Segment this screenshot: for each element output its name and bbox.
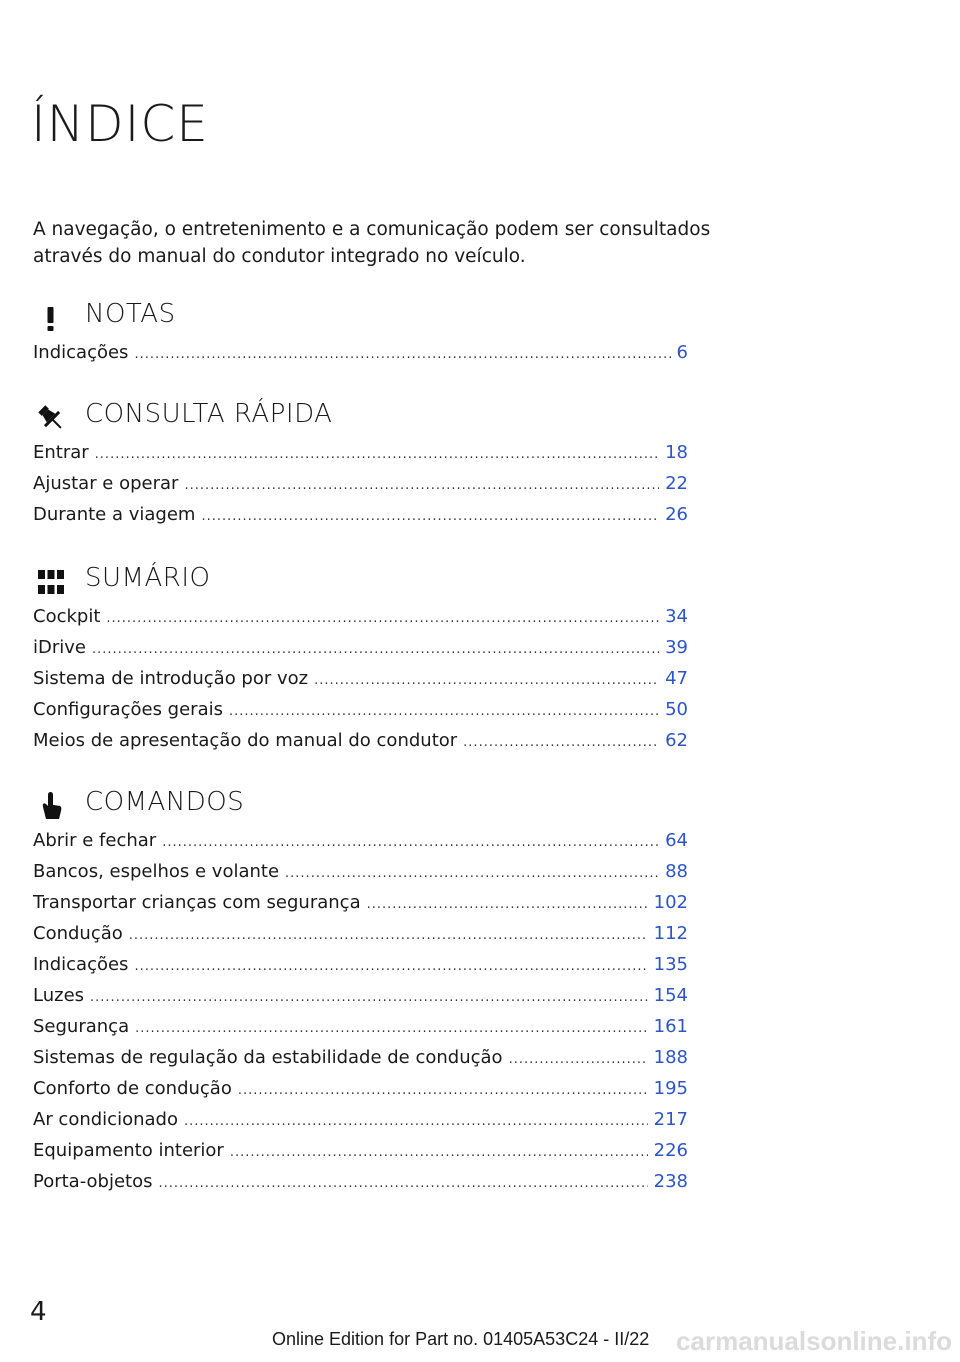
toc-entry[interactable] <box>33 442 688 473</box>
dot-leader <box>229 704 659 719</box>
toc-page-link[interactable]: 39 <box>665 637 688 658</box>
toc-label: Durante a viagem <box>33 504 196 525</box>
toc-page-link[interactable]: 62 <box>665 730 688 751</box>
section-header <box>33 396 688 442</box>
toc-label: Conforto de condução <box>33 1078 232 1099</box>
toc-label: Abrir e fechar <box>33 830 157 851</box>
pin-icon <box>33 400 69 436</box>
toc-page-link[interactable]: 238 <box>653 1171 688 1192</box>
section-comandos <box>33 784 688 1202</box>
section-sumario <box>33 560 688 761</box>
dot-leader <box>314 673 659 688</box>
toc-label: Meios de apresentação do manual do condutor <box>33 730 458 751</box>
toc-label: Sistemas de regulação da estabilidade de condução <box>33 1047 503 1068</box>
toc-label: Bancos, espelhos e volante <box>33 861 280 882</box>
toc-label: iDrive <box>33 637 86 658</box>
dot-leader <box>201 509 659 524</box>
toc-label: Configurações gerais <box>33 699 223 720</box>
toc-entry[interactable] <box>33 473 688 504</box>
toc-entry[interactable] <box>33 1016 688 1047</box>
dot-leader <box>92 642 659 657</box>
intro-text: A navegação, o entretenimento e a comunicação podem ser consultados através do manual do condutor integrado no veículo. <box>33 219 711 267</box>
toc-entry[interactable] <box>33 985 688 1016</box>
dot-leader <box>106 611 659 626</box>
toc-entry[interactable] <box>33 830 688 861</box>
dot-leader <box>285 866 659 881</box>
toc-label: Condução <box>33 923 123 944</box>
toc-entry[interactable] <box>33 637 688 668</box>
toc-entry[interactable] <box>33 668 688 699</box>
section-title: CONSULTA RÁPIDA <box>85 399 333 429</box>
dot-leader <box>129 928 648 943</box>
toc-page-link[interactable]: 135 <box>653 954 688 975</box>
exclamation-icon <box>33 300 69 336</box>
page-title: ÍNDICE <box>31 95 209 153</box>
toc-entry[interactable] <box>33 954 688 985</box>
toc-page-link[interactable]: 22 <box>665 473 688 494</box>
toc-label: Indicações <box>33 954 129 975</box>
toc-page-link[interactable]: 188 <box>653 1047 688 1068</box>
section-consulta-rapida <box>33 396 688 535</box>
section-header <box>33 560 688 606</box>
toc-label: Sistema de introdução por voz <box>33 668 309 689</box>
toc-label: Porta-objetos <box>33 1171 153 1192</box>
toc-entry[interactable] <box>33 892 688 923</box>
section-title: NOTAS <box>85 299 176 329</box>
toc-entry[interactable] <box>33 923 688 954</box>
toc-page-link[interactable]: 161 <box>653 1016 688 1037</box>
dot-leader <box>90 990 648 1005</box>
toc-page-link[interactable]: 64 <box>665 830 688 851</box>
toc-entry[interactable] <box>33 606 688 637</box>
toc-page-link[interactable]: 154 <box>653 985 688 1006</box>
dot-leader <box>367 897 648 912</box>
toc-entry[interactable] <box>33 1047 688 1078</box>
toc-page-link[interactable]: 226 <box>653 1140 688 1161</box>
toc-label: Ar condicionado <box>33 1109 178 1130</box>
toc-label: Indicações <box>33 342 129 363</box>
section-notas <box>33 296 688 373</box>
toc-page-link[interactable]: 6 <box>676 342 688 363</box>
toc-page-link[interactable]: 88 <box>665 861 688 882</box>
toc-entry[interactable] <box>33 1171 688 1202</box>
toc-page-link[interactable]: 50 <box>665 699 688 720</box>
page-number: 4 <box>30 1297 47 1327</box>
dot-leader <box>95 447 659 462</box>
dot-leader <box>135 1021 648 1036</box>
toc-page-link[interactable]: 26 <box>665 504 688 525</box>
toc-page-link[interactable]: 195 <box>653 1078 688 1099</box>
section-title: SUMÁRIO <box>85 563 211 593</box>
toc-label: Luzes <box>33 985 85 1006</box>
hand-pointer-icon <box>33 788 69 824</box>
dot-leader <box>134 347 670 362</box>
section-title: COMANDOS <box>85 787 245 817</box>
toc-page-link[interactable]: 18 <box>665 442 688 463</box>
section-header <box>33 296 688 342</box>
toc-entry[interactable] <box>33 504 688 535</box>
dot-leader <box>159 1176 648 1191</box>
toc-label: Transportar crianças com segurança <box>33 892 361 913</box>
toc-label: Cockpit <box>33 606 101 627</box>
dot-leader <box>134 959 647 974</box>
toc-label: Ajustar e operar <box>33 473 179 494</box>
toc-label: Segurança <box>33 1016 130 1037</box>
dot-leader <box>230 1145 648 1160</box>
toc-label: Equipamento interior <box>33 1140 224 1161</box>
dot-leader <box>463 735 659 750</box>
section-header <box>33 784 688 830</box>
dot-leader <box>162 835 659 850</box>
toc-page-link[interactable]: 34 <box>665 606 688 627</box>
toc-page-link[interactable]: 217 <box>653 1109 688 1130</box>
toc-entry[interactable] <box>33 1109 688 1140</box>
dot-leader <box>184 1114 648 1129</box>
grid-icon <box>33 564 69 600</box>
dot-leader <box>238 1083 648 1098</box>
watermark: carmanualsonline.info <box>676 1326 952 1356</box>
toc-entry[interactable] <box>33 730 688 761</box>
dot-leader <box>509 1052 648 1067</box>
toc-entry[interactable] <box>33 1140 688 1171</box>
footer-edition: Online Edition for Part no. 01405A53C24 - II/22 <box>272 1329 650 1349</box>
toc-page-link[interactable]: 47 <box>665 668 688 689</box>
toc-entry[interactable] <box>33 342 688 373</box>
toc-page-link[interactable]: 102 <box>653 892 688 913</box>
toc-entry[interactable] <box>33 861 688 892</box>
toc-entry[interactable] <box>33 699 688 730</box>
toc-entry[interactable] <box>33 1078 688 1109</box>
toc-label: Entrar <box>33 442 89 463</box>
dot-leader <box>184 478 659 493</box>
toc-page-link[interactable]: 112 <box>653 923 688 944</box>
